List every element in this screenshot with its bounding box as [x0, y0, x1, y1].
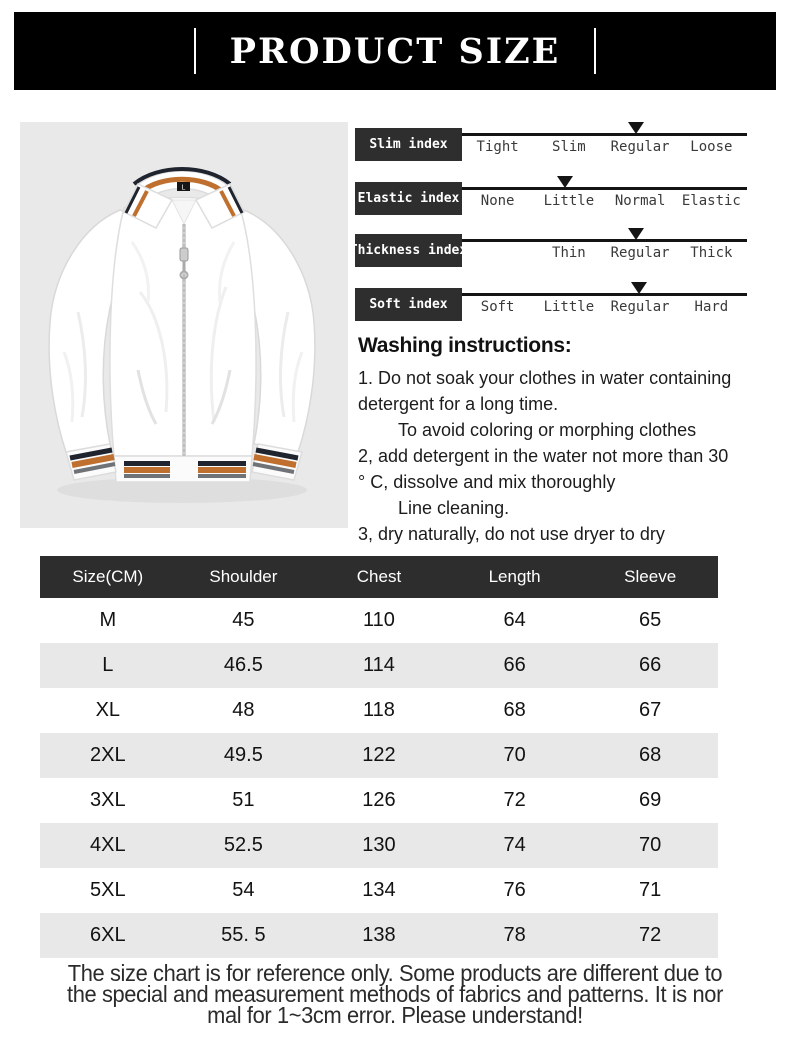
table-cell: 70 [639, 834, 662, 856]
disclaimer-line: The size chart is for reference only. Some products are different due to [67, 960, 723, 986]
scale-line [462, 293, 747, 296]
washing-line: detergent for a long time. [358, 394, 559, 414]
washing-line: 3, dry naturally, do not use dryer to dry [358, 524, 665, 544]
column-header: Size(CM) [72, 567, 144, 586]
table-cell: 72 [639, 924, 662, 946]
table-cell: 126 [362, 789, 396, 811]
table-cell: 48 [232, 699, 255, 721]
scale-marker-icon [557, 176, 573, 188]
scale-line [462, 187, 747, 190]
slim-index-row [355, 122, 747, 168]
footer-disclaimer [0, 960, 790, 1028]
scale-option: Thick [690, 245, 733, 261]
size-tag-label: L [181, 184, 186, 192]
table-cell: 68 [503, 699, 526, 721]
table-cell: 74 [503, 834, 526, 856]
table-cell: 51 [232, 789, 255, 811]
table-cell: 68 [639, 744, 662, 766]
slim-index-label: Slim index [355, 128, 462, 161]
table-cell: 134 [362, 879, 396, 901]
table-row [40, 688, 718, 733]
scale-option: None [480, 193, 515, 209]
scale-option: Slim [552, 139, 586, 155]
table-cell: 72 [503, 789, 526, 811]
size-table-header [40, 556, 718, 598]
table-row [40, 733, 718, 778]
table-cell: 46.5 [223, 654, 263, 676]
washing-line: Line cleaning. [358, 498, 510, 518]
scale-options [462, 193, 747, 209]
washing-heading: Washing instructions: [358, 334, 572, 357]
table-cell: 49.5 [223, 744, 263, 766]
scale-option: Hard [694, 299, 729, 315]
scale-options [462, 299, 747, 315]
column-header: Length [488, 567, 541, 586]
washing-instructions [358, 334, 784, 547]
scale-line [462, 239, 747, 242]
scale-option [462, 245, 533, 261]
washing-line: 2, add detergent in the water not more than 30 [358, 446, 729, 466]
table-cell: M [99, 609, 117, 631]
table-cell: 138 [362, 924, 396, 946]
table-cell: 66 [503, 654, 526, 676]
elastic-index-label: Elastic index [355, 182, 462, 215]
size-table [40, 556, 718, 958]
table-cell: 64 [503, 609, 526, 631]
jacket-hem [114, 456, 252, 482]
scale-option: Tight [476, 139, 519, 155]
table-cell: 55. 5 [221, 924, 266, 946]
table-cell: XL [95, 699, 121, 721]
table-cell: 110 [363, 609, 395, 631]
column-header: Shoulder [209, 567, 278, 586]
soft-index-row [355, 282, 747, 328]
scale-option: Normal [614, 193, 666, 209]
washing-line: 1. Do not soak your clothes in water containing [358, 368, 732, 388]
banner-divider-left [194, 28, 196, 74]
thickness-index-row [349, 228, 747, 274]
banner [14, 12, 776, 90]
scale-option: Elastic [681, 193, 741, 209]
table-cell: L [102, 654, 114, 676]
elastic-index-row [355, 176, 747, 222]
slim-index-scale [462, 122, 747, 168]
table-cell: 70 [503, 744, 526, 766]
table-cell: 122 [362, 744, 396, 766]
scale-options [462, 245, 747, 261]
soft-index-label: Soft index [355, 288, 462, 321]
scale-marker-icon [628, 122, 644, 134]
table-cell: 78 [503, 924, 526, 946]
table-cell: 3XL [90, 789, 126, 811]
column-header: Sleeve [624, 567, 677, 586]
table-cell: 45 [232, 609, 255, 631]
scale-option: Regular [610, 299, 670, 315]
table-cell: 66 [639, 654, 662, 676]
soft-index-scale [462, 282, 747, 328]
scale-option: Little [543, 299, 595, 315]
scale-options [462, 139, 747, 155]
washing-line: To avoid coloring or morphing clothes [358, 420, 697, 440]
thickness-index-label: Thickness index [355, 234, 462, 267]
table-cell: 52.5 [223, 834, 263, 856]
product-photo [20, 122, 348, 528]
table-cell: 54 [232, 879, 255, 901]
table-cell: 4XL [90, 834, 126, 856]
table-row [40, 868, 718, 913]
table-row [40, 643, 718, 688]
table-cell: 118 [363, 699, 395, 721]
table-row [40, 823, 718, 868]
table-cell: 71 [639, 879, 662, 901]
scale-option: Little [543, 193, 595, 209]
table-cell: 76 [503, 879, 526, 901]
scale-option: Soft [480, 299, 515, 315]
disclaimer-line: mal for 1~3cm error. Please understand! [207, 1002, 583, 1028]
table-cell: 6XL [90, 924, 126, 946]
table-cell: 114 [363, 654, 395, 676]
table-row [40, 778, 718, 823]
table-row [40, 913, 718, 958]
scale-option: Loose [690, 139, 733, 155]
scale-marker-icon [628, 228, 644, 240]
elastic-index-scale [462, 176, 747, 222]
table-cell: 69 [639, 789, 662, 811]
table-cell: 65 [639, 609, 662, 631]
scale-line [462, 133, 747, 136]
table-row [40, 598, 718, 643]
scale-option: Thin [552, 245, 586, 261]
table-cell: 5XL [90, 879, 126, 901]
banner-divider-right [594, 28, 596, 74]
table-cell: 2XL [90, 744, 126, 766]
jacket-illustration [20, 122, 348, 528]
scale-option: Regular [610, 245, 670, 261]
scale-marker-icon [631, 282, 647, 294]
table-cell: 67 [639, 699, 662, 721]
disclaimer-line: the special and measurement methods of fabrics and patterns. It is nor [67, 981, 723, 1007]
page-title: PRODUCT SIZE [229, 30, 561, 72]
scale-option: Regular [610, 139, 670, 155]
column-header: Chest [356, 567, 402, 586]
thickness-index-scale [462, 228, 747, 274]
index-scales [349, 122, 747, 332]
washing-line: ° C, dissolve and mix thoroughly [358, 472, 616, 492]
table-cell: 130 [362, 834, 396, 856]
